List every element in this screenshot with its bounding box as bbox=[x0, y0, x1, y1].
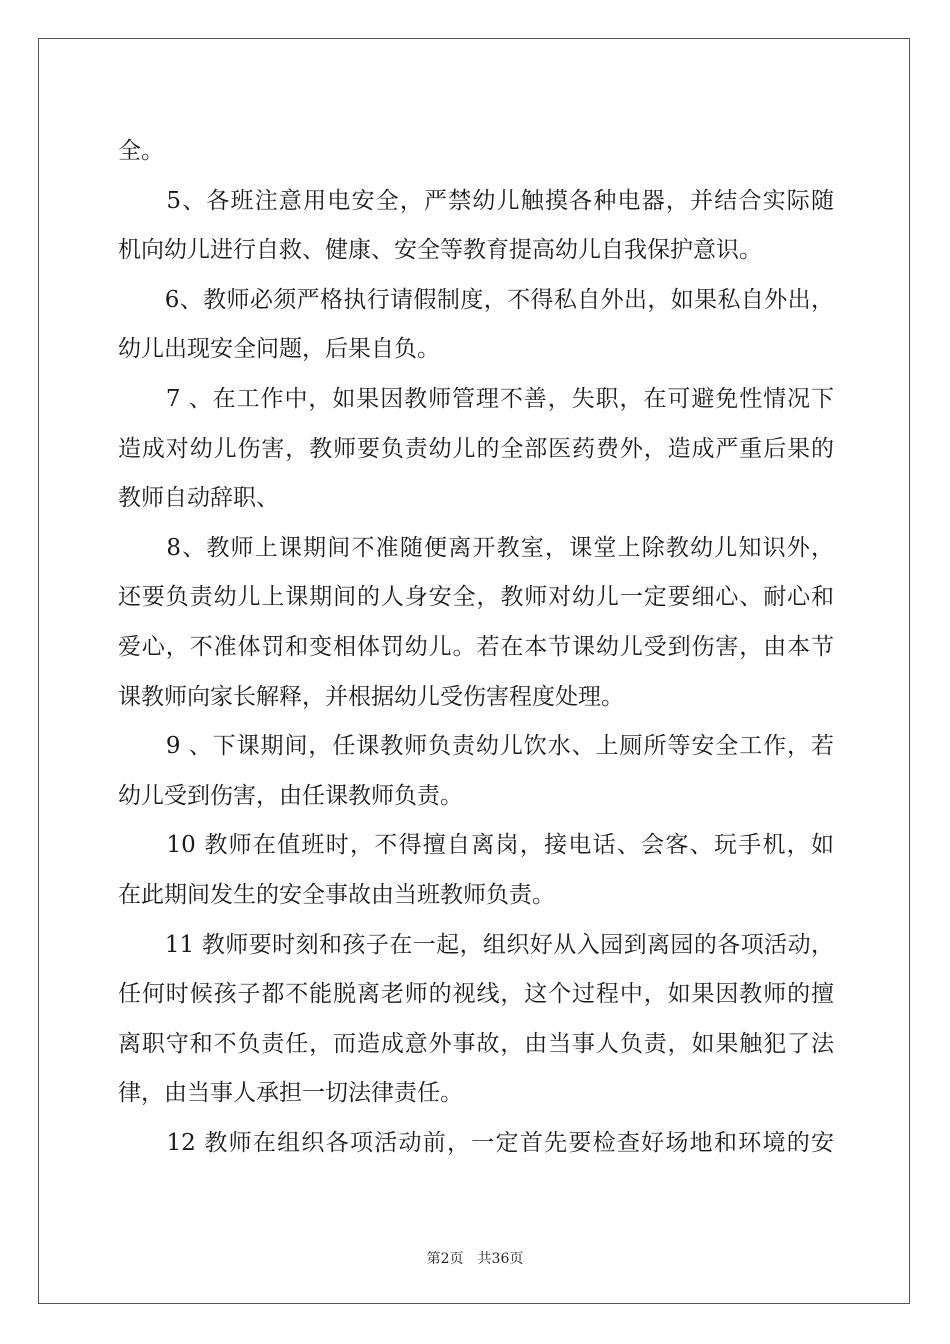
document-body bbox=[118, 127, 834, 1168]
text-line: 离职守和不负责任，而造成意外事故，由当事人负责，如果触犯了法 bbox=[118, 1030, 834, 1057]
text-line: 10 教师在值班时，不得擅自离岗，接电话、会客、玩手机，如 bbox=[118, 832, 834, 859]
text-line: 造成对幼儿伤害，教师要负责幼儿的全部医药费外，造成严重后果的 bbox=[118, 435, 834, 462]
total-pages-label: 共36页 bbox=[477, 1251, 524, 1267]
text-line: 11 教师要时刻和孩子在一起，组织好从入园到离园的各项活动， bbox=[118, 931, 834, 958]
text-line: 6、教师必须严格执行请假制度，不得私自外出，如果私自外出， bbox=[118, 286, 834, 313]
text-line: 爱心，不准体罚和变相体罚幼儿。若在本节课幼儿受到伤害，由本节 bbox=[118, 633, 834, 660]
text-line: 9 、下课期间，任课教师负责幼儿饮水、上厕所等安全工作，若 bbox=[118, 733, 834, 760]
text-line: 12 教师在组织各项活动前，一定首先要检查好场地和环境的安 bbox=[118, 1129, 834, 1156]
page-footer bbox=[0, 1248, 950, 1268]
text-line: 律，由当事人承担一切法律责任。 bbox=[118, 1080, 463, 1107]
text-line: 课教师向家长解释，并根据幼儿受伤害程度处理。 bbox=[118, 683, 624, 710]
text-line: 教师自动辞职、 bbox=[118, 485, 279, 512]
text-line: 全。 bbox=[118, 138, 164, 164]
text-line: 8、教师上课期间不准随便离开教室，课堂上除教幼儿知识外， bbox=[118, 534, 834, 561]
current-page-label: 第2页 bbox=[426, 1251, 464, 1267]
text-line: 机向幼儿进行自救、健康、安全等教育提高幼儿自我保护意识。 bbox=[118, 237, 762, 264]
text-line: 在此期间发生的安全事故由当班教师负责。 bbox=[118, 881, 555, 908]
text-line: 5、各班注意用电安全，严禁幼儿触摸各种电器，并结合实际随 bbox=[118, 187, 834, 214]
text-line: 还要负责幼儿上课期间的人身安全，教师对幼儿一定要细心、耐心和 bbox=[118, 584, 834, 611]
text-line: 幼儿受到伤害，由任课教师负责。 bbox=[118, 782, 463, 809]
text-line: 任何时候孩子都不能脱离老师的视线，这个过程中，如果因教师的擅 bbox=[118, 981, 834, 1008]
text-line: 7 、在工作中，如果因教师管理不善，失职，在可避免性情况下 bbox=[118, 385, 834, 412]
text-line: 幼儿出现安全问题，后果自负。 bbox=[118, 336, 440, 363]
